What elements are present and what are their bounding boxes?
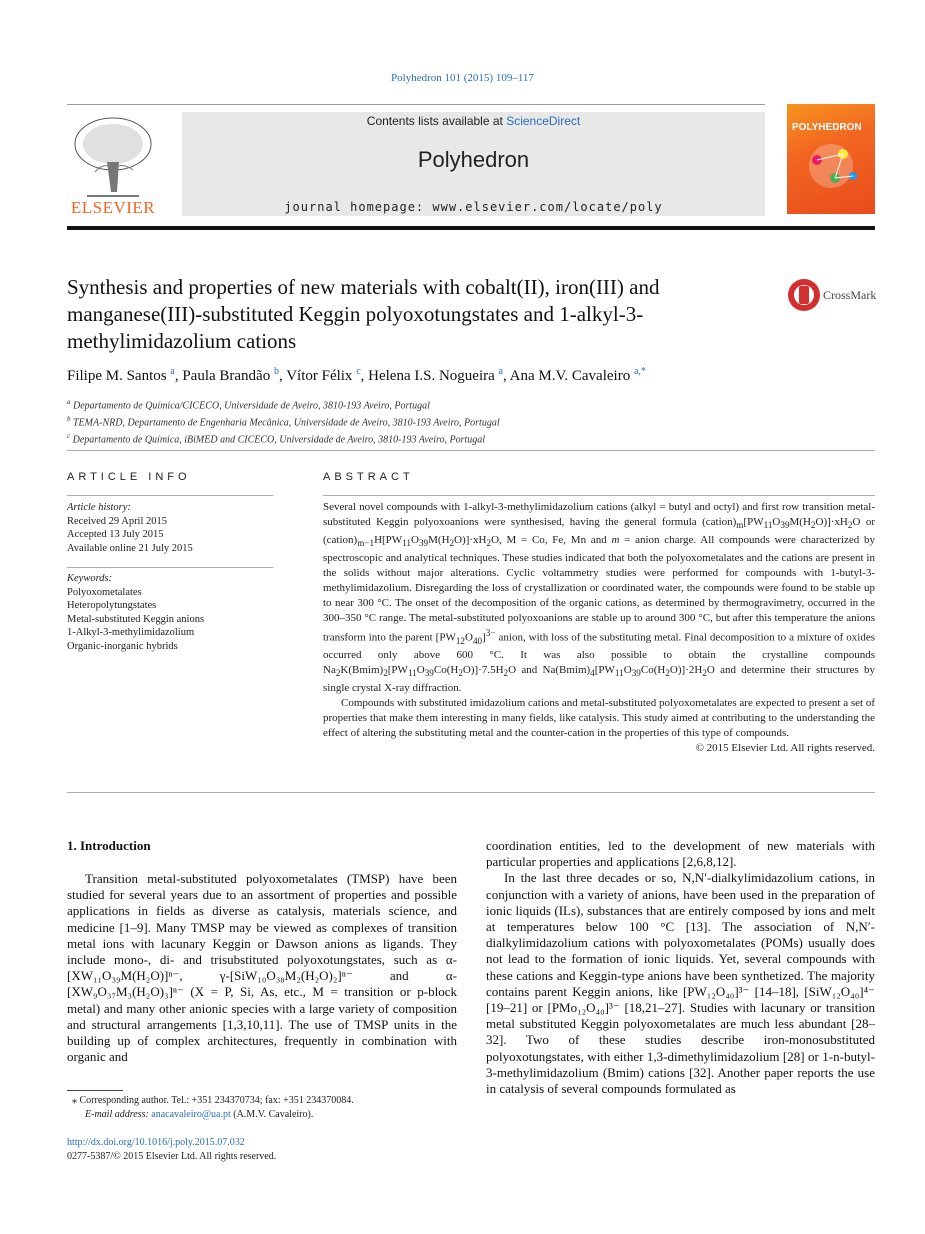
author-affil-marker[interactable]: a,* (633, 366, 646, 377)
intro-left-paragraph: Transition metal-substituted polyoxometalates (TMSP) have been studied for several years due to an assortment of properties and possible applications in fields as diverse as catalysis, materials science, and medicine [1–9]. Many TMSP may be viewed as complexes of transition metal ions with lacunary Keggin or Dawson anions as ligands. They include mono-, di- and trisubstituted polyoxotungstates, such as α-[XW₁₁O₃₉M(H₂O)]ⁿ⁻, γ-[SiW₁₀O₃₈M₂(H₂O)₂]ⁿ⁻ and α-[XW₉O₃₇M₃(H₂O)₃]ⁿ⁻ (X = P, Si, As, etc., M = transition or p-block metal) and many other anionic species with a large variety of composition and structural arrangements [1,3,10,11]. The use of TMSP units in the building up of complex architectures, frequently in combination with organic and (67, 871, 457, 1065)
intro-right-column (486, 838, 875, 1097)
email-note (67, 1108, 457, 1122)
affil-divider (67, 450, 875, 451)
affiliation-marker: b (67, 414, 71, 423)
corresponding-author-note: ⁎ Corresponding author. Tel.: +351 234370734; fax: +351 234370084. (67, 1095, 354, 1106)
affiliation-text: Departamento de Química/CICECO, Universidade de Aveiro, 3810-193 Aveiro, Portugal (73, 400, 430, 412)
affiliation-c (67, 430, 887, 447)
article-title: Synthesis and properties of new materials with cobalt(II), iron(III) and manganese(III)-substituted Keggin polyoxotungstates and 1-alkyl-3-methylimidazolium cations (67, 275, 660, 353)
article-history (67, 501, 273, 555)
author-affil-marker[interactable]: a (170, 366, 175, 377)
email-label: E-mail address: (85, 1109, 149, 1120)
header-top-rule (67, 104, 765, 105)
author-name[interactable]: Filipe M. Santos (67, 368, 167, 384)
footnote-rule (67, 1090, 123, 1091)
intro-right-paragraph-1: coordination entities, led to the development of new materials with particular properties and applications [2,6,8,12]. (486, 838, 875, 870)
abstract-heading: ABSTRACT (323, 471, 414, 483)
corresponding-author-text: Corresponding author. Tel.: +351 234370734; fax: +351 234370084. (79, 1095, 354, 1106)
intro-right-paragraph-2: In the last three decades or so, N,N′-dialkylimidazolium cations, in conjunction with a variety of anions, have been used in the preparation of ionic liquids (ILs), substances that are entirely composed by ions and melt at temperatures below 100 °C [13]. The association of N,N′-dialkylimidazolium cations with polyoxometalates (POMs) usually does not lead to the formation of ionic liquids. Yet, several compounds with these cations and Keggin-type anions have been synthetized. The majority contains parent Keggin anions, like [PW₁₂O₄₀]³⁻ [14–18], [SiW₁₂O₄₀]⁴⁻ [19–21] or [PMo₁₂O₄₀]³⁻ [18,21–27]. Studies with lacunary or transition metal substituted Keggin polyoxometalates are much less abundant [28–32]. Two of these studies describe iron-monosubstituted polyoxotungstates, with either 1,3-dimethylimidazolium [28] or 1-n-butyl-3-methylimidazolium (Bmim) cations [32]. Another paper reports the use in catalysis of several compounds formulated as (486, 870, 875, 1097)
crossmark-label: CrossMark (823, 288, 877, 302)
affiliation-marker: c (67, 431, 71, 440)
affiliation-marker: a (67, 398, 71, 406)
abstract-paragraph-2: Compounds with substituted imidazolium cations and metal-substituted polyoxometalates are expected to present a set of properties that make them interesting in many fields, like catalysis. This study aimed at contributing to the understanding the effect of altering the substituting metal and the counter-cation in the properties of this type of compounds. (323, 697, 875, 740)
abstract-copyright: © 2015 Elsevier Ltd. All rights reserved. (695, 742, 875, 754)
crossmark-badge[interactable] (787, 278, 877, 312)
affiliation-a (67, 396, 887, 413)
keyword: Organic-inorganic hybrids (67, 640, 178, 652)
keywords (67, 572, 273, 653)
author-affil-marker[interactable]: a (498, 366, 503, 377)
affiliations (67, 396, 887, 446)
publication-info (67, 1136, 457, 1164)
keyword: Metal-substituted Keggin anions (67, 613, 205, 625)
journal-reference[interactable]: Polyhedron 101 (2015) 109–117 (391, 72, 534, 84)
header-thick-rule (67, 226, 875, 230)
section-heading-introduction: 1. Introduction (67, 838, 151, 853)
issn-line: 0277-5387/© 2015 Elsevier Ltd. All rights reserved. (67, 1151, 277, 1162)
author-list: Filipe M. Santos $^a$, Paula Brandão $^b$, Vítor Félix $^c$, Helena I.S. Nogueira $^a$, Ana M.V. Cavaleiro $^{a,*}$ (67, 366, 646, 384)
author-affil-marker[interactable]: c (356, 366, 361, 377)
sciencedirect-link[interactable]: ScienceDirect (506, 114, 581, 128)
keyword: 1-Alkyl-3-methylimidazolium (67, 627, 195, 638)
affiliation-b (67, 413, 887, 430)
crossmark-icon (787, 278, 821, 312)
history-accepted: Accepted 13 July 2015 (67, 529, 164, 540)
author-name[interactable]: Helena I.S. Nogueira (368, 368, 495, 384)
email-suffix: (A.M.V. Cavaleiro). (233, 1109, 314, 1120)
journal-homepage[interactable]: journal homepage: www.elsevier.com/locate/poly (284, 200, 663, 214)
contents-prefix: Contents lists available at (366, 114, 507, 128)
abstract-body (323, 500, 875, 756)
cover-molecule-icon (787, 104, 875, 214)
abstract-divider (67, 792, 875, 793)
article-info-heading: ARTICLE INFO (67, 471, 191, 483)
email-link[interactable]: anacavaleiro@ua.pt (151, 1109, 231, 1120)
abstract-rule (323, 495, 875, 496)
contents-line (182, 114, 765, 128)
footnotes (67, 1094, 457, 1122)
author-name[interactable]: Paula Brandão (182, 368, 271, 384)
keywords-label: Keywords: (67, 573, 113, 584)
journal-cover-image[interactable] (787, 104, 875, 214)
history-online: Available online 21 July 2015 (67, 542, 193, 554)
affiliation-text: Departamento de Química, iBiMED and CICECO, Universidade de Aveiro, 3810-193 Aveiro, Portugal (72, 433, 486, 445)
history-label: Article history: (67, 502, 131, 513)
author-name[interactable]: Vítor Félix (286, 368, 353, 384)
history-received: Received 29 April 2015 (67, 515, 168, 527)
cover-title: POLYHEDRON (792, 122, 862, 133)
affiliation-text: TEMA-NRD, Departamento de Engenharia Mecânica, Universidade de Aveiro, 3810-193 Aveiro, Portugal (73, 417, 500, 429)
author-name[interactable]: Ana M.V. Cavaleiro (509, 368, 631, 384)
keywords-rule (67, 567, 273, 568)
elsevier-logo[interactable] (67, 112, 159, 216)
keyword: Polyoxometalates (67, 586, 142, 598)
article-info-rule (67, 495, 273, 496)
keyword: Heteropolytungstates (67, 600, 157, 611)
journal-name: Polyhedron (417, 147, 530, 172)
author-affil-marker[interactable]: b (273, 366, 279, 377)
abstract-paragraph-1: Several novel compounds with 1-alkyl-3-methylimidazolium cations (alkyl = butyl and octyl) and first row transition metal-substituted Keggin polyoxoanions were synthesised, having the general formula $(cation)_m[PW_{11}O_{39}M(H_2O)]\cdot xH_2O$ or $(cation)_{m-1}H[PW_{11}O_{39}M(H_2O)]\cdot xH_2O$, M = Co, Fe, Mn and m = anion charge. All compounds were characterized by spectroscopic and analytical techniques. These studies indicated that both the polyoxometalates and the cations are present in the solids without major alterations. Cyclic voltammetry studies were performed for compounds with 1-butyl-3-methylimidazolium. Disregarding the loss of crystallization or coordinated water, the compounds were found to be stable up to near 300 °C. The onset of the decomposition of the organic cations, as determined by thermogravimetry, occurred in the 300–350 °C range. The metal-substituted polyoxoanions are stable up to around 300 °C, but after this temperature the anions transform into the parent $[PW_{12}O_{40}]^{3-}$ anion, with loss of the substituting metal. Final decomposition to a mixture of oxides occurred only above 600 °C. It was also possible to obtain the crystalline compounds $Na_2K(Bmim)_2[PW_{11}O_{39}Co(H_2O)]\cdot 7.5H_2O$ and $Na(Bmim)_4[PW_{11}O_{39}Co(H_2O)]\cdot 2H_2O$ and determine their structures by single crystal X-ray diffraction. (323, 501, 876, 695)
elsevier-wordmark: ELSEVIER (70, 198, 156, 217)
doi-link[interactable]: http://dx.doi.org/10.1016/j.poly.2015.07.032 (67, 1137, 245, 1148)
